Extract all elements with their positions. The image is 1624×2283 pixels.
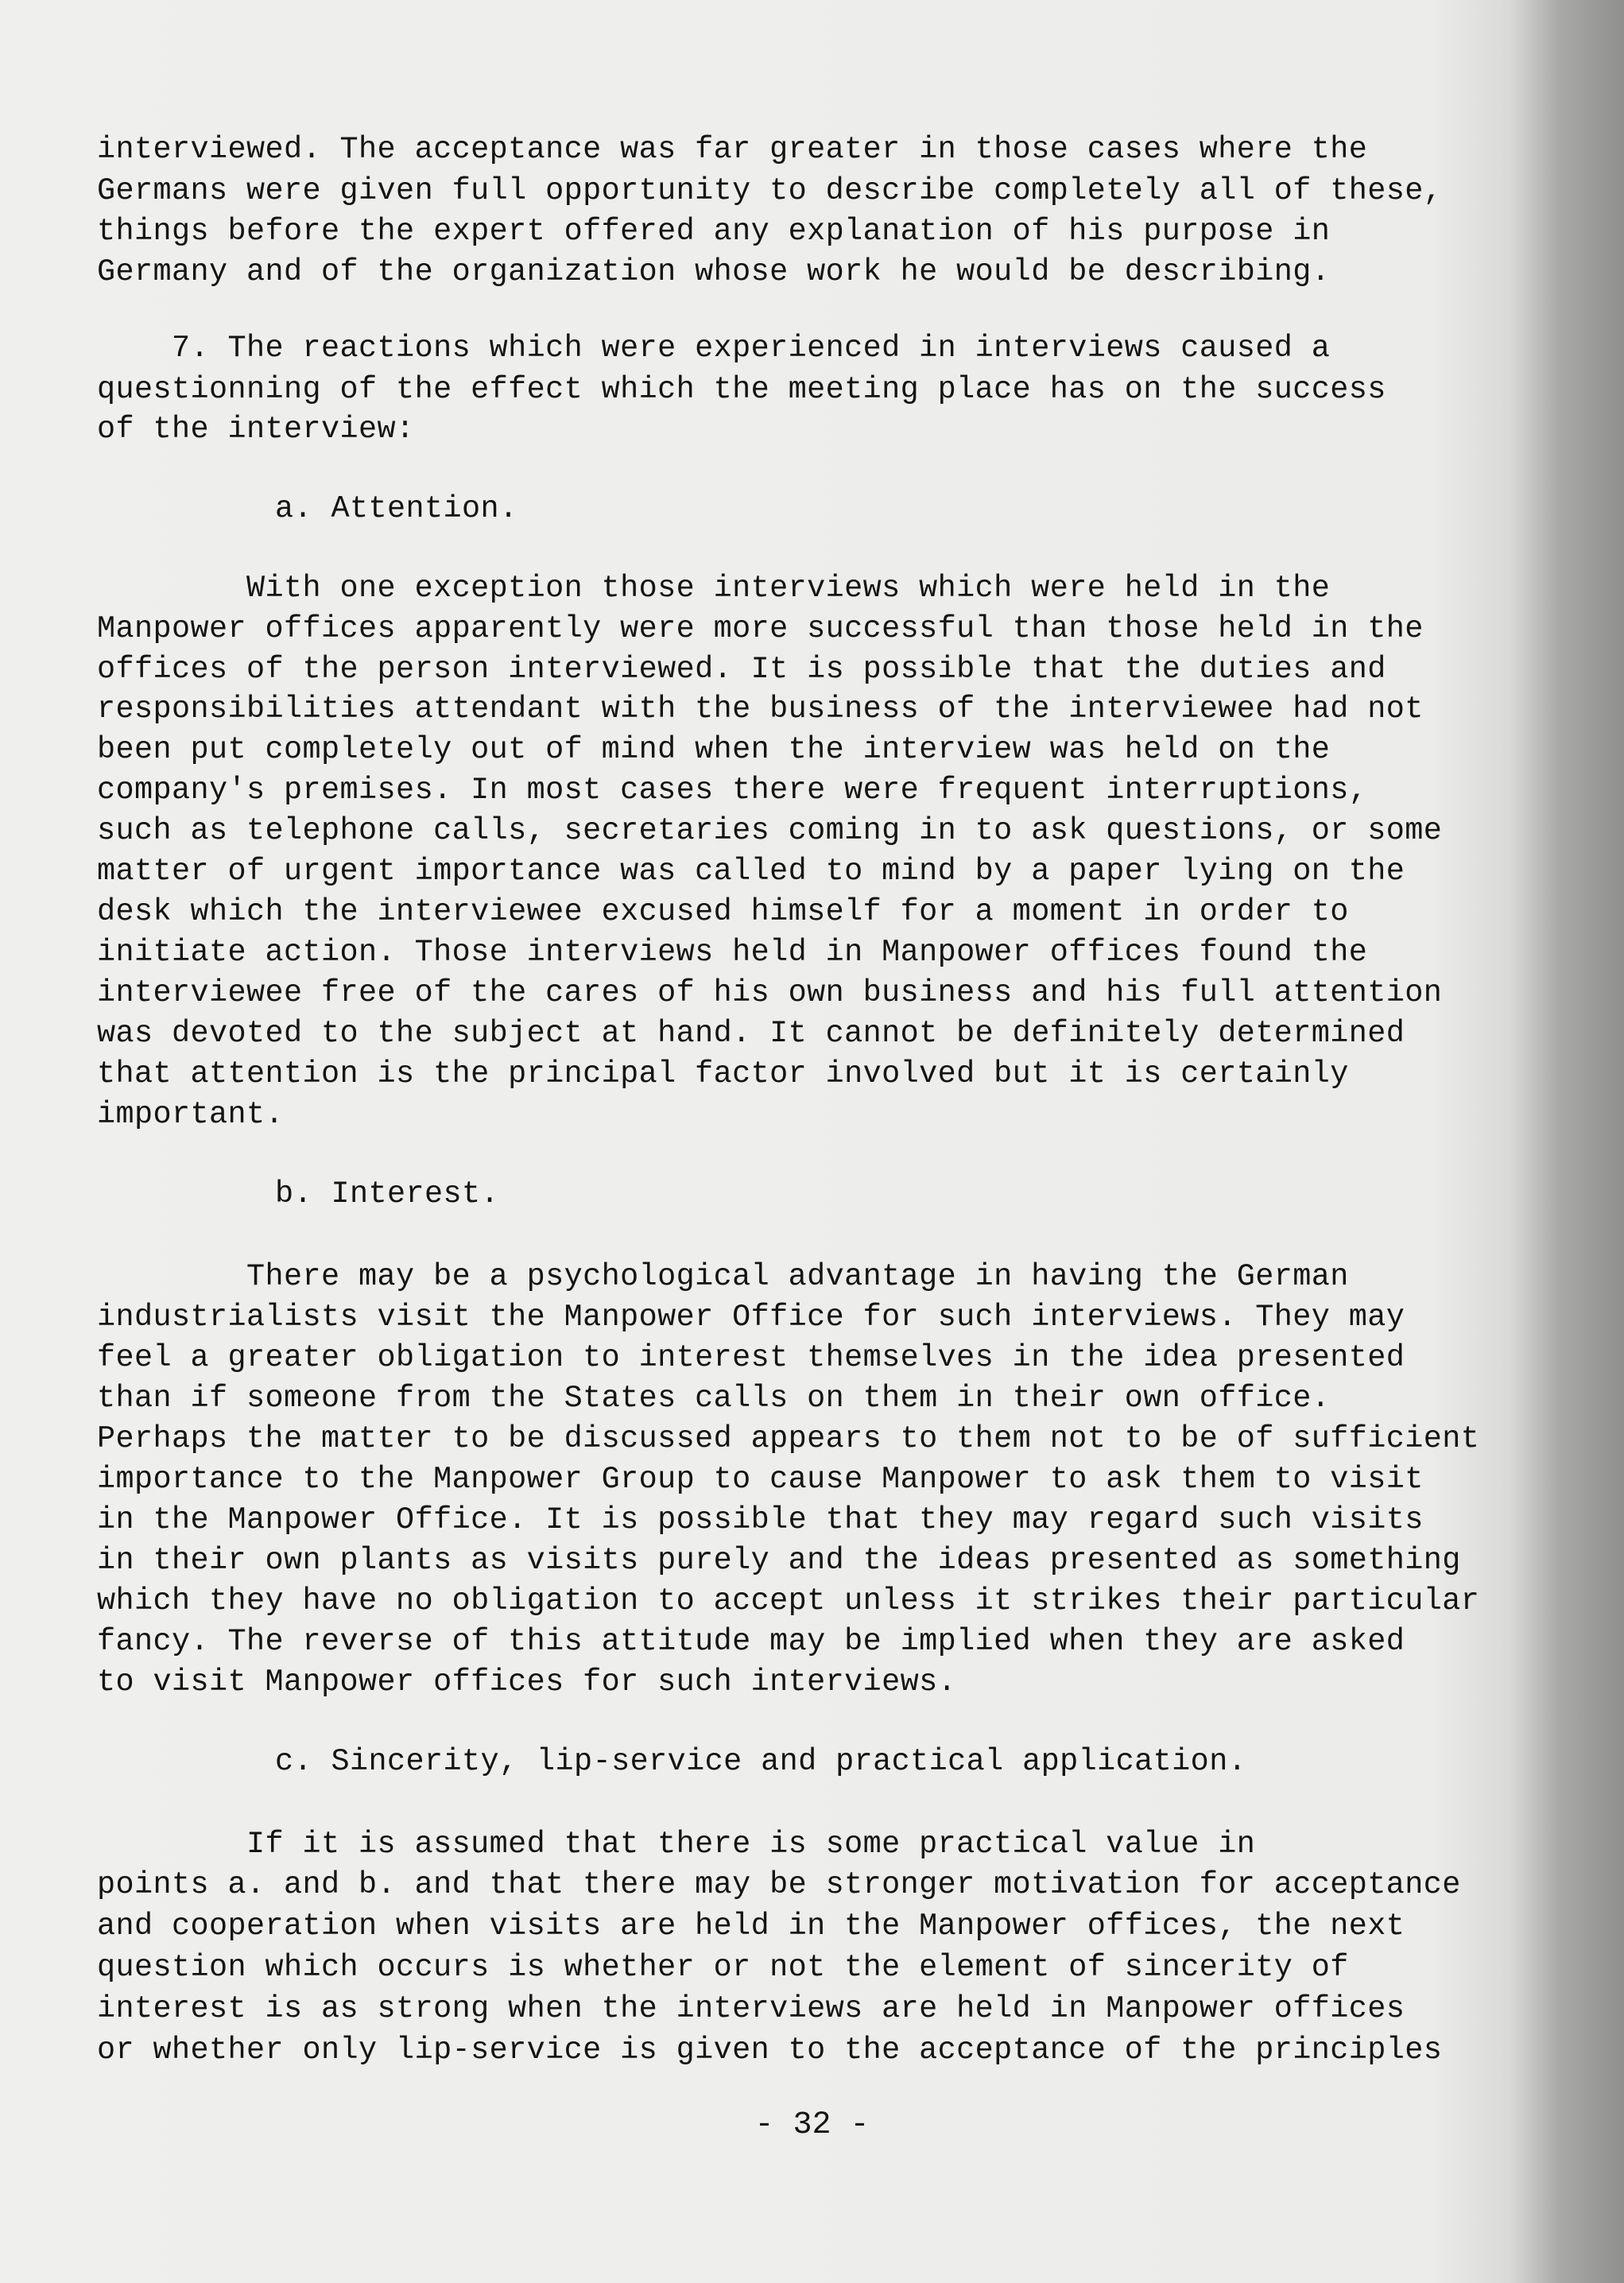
section-heading-a: a. Attention. bbox=[275, 491, 518, 526]
text-line: offices of the person interviewed. It is possible that the duties and bbox=[97, 652, 1386, 687]
text-line: in the Manpower Office. It is possible that they may regard such visits bbox=[97, 1502, 1424, 1537]
text-line: With one exception those interviews which were held in the bbox=[97, 571, 1331, 606]
text-line: which they have no obligation to accept unless it strikes their particular bbox=[97, 1583, 1480, 1618]
text-line: Germans were given full opportunity to describe completely all of these, bbox=[97, 173, 1443, 208]
text-line: responsibilities attendant with the business of the interviewee had not bbox=[97, 692, 1424, 727]
text-line: was devoted to the subject at hand. It cannot be definitely determined bbox=[97, 1016, 1405, 1051]
text-line: points a. and b. and that there may be stronger motivation for acceptance bbox=[97, 1867, 1461, 1902]
text-line: initiate action. Those interviews held in Manpower offices found the bbox=[97, 935, 1368, 970]
text-line: things before the expert offered any explanation of his purpose in bbox=[97, 214, 1331, 249]
text-line: Germany and of the organization whose work he would be describing. bbox=[97, 254, 1331, 289]
text-line: interest is as strong when the interviews are held in Manpower offices bbox=[97, 1991, 1405, 2026]
text-line: interviewed. The acceptance was far greater in those cases where the bbox=[97, 132, 1368, 167]
text-line: been put completely out of mind when the interview was held on the bbox=[97, 732, 1331, 767]
text-line: importance to the Manpower Group to cause Manpower to ask them to visit bbox=[97, 1462, 1424, 1497]
text-line: desk which the interviewee excused himself for a moment in order to bbox=[97, 894, 1349, 929]
page-number: - 32 - bbox=[754, 2107, 870, 2143]
text-line: of the interview: bbox=[97, 412, 415, 447]
text-line: If it is assumed that there is some practical value in bbox=[97, 1827, 1256, 1862]
text-line: Manpower offices apparently were more successful than those held in the bbox=[97, 611, 1424, 646]
text-line: Perhaps the matter to be discussed appears to them not to be of sufficient bbox=[97, 1421, 1480, 1456]
section-heading-b: b. Interest. bbox=[275, 1176, 500, 1211]
text-line: industrialists visit the Manpower Office for such interviews. They may bbox=[97, 1300, 1405, 1335]
text-line: company's premises. In most cases there were frequent interruptions, bbox=[97, 773, 1368, 808]
text-line: that attention is the principal factor involved but it is certainly bbox=[97, 1056, 1349, 1091]
text-line: question which occurs is whether or not the element of sincerity of bbox=[97, 1950, 1349, 1985]
section-heading-c: c. Sincerity, lip-service and practical application. bbox=[275, 1744, 1247, 1779]
text-line: feel a greater obligation to interest themselves in the idea presented bbox=[97, 1340, 1405, 1375]
text-line: important. bbox=[97, 1097, 285, 1132]
text-line: in their own plants as visits purely and the ideas presented as something bbox=[97, 1543, 1461, 1578]
text-line: to visit Manpower offices for such interviews. bbox=[97, 1665, 957, 1700]
text-line: and cooperation when visits are held in the Manpower offices, the next bbox=[97, 1909, 1405, 1944]
text-line: than if someone from the States calls on them in their own office. bbox=[97, 1381, 1331, 1416]
text-line: questionning of the effect which the meeting place has on the success bbox=[97, 372, 1386, 407]
text-line: interviewee free of the cares of his own business and his full attention bbox=[97, 975, 1443, 1010]
text-line: 7. The reactions which were experienced in interviews caused a bbox=[97, 331, 1331, 366]
text-line: or whether only lip-service is given to the acceptance of the principles bbox=[97, 2033, 1443, 2068]
text-line: fancy. The reverse of this attitude may be implied when they are asked bbox=[97, 1624, 1405, 1659]
text-line: There may be a psychological advantage in having the German bbox=[97, 1259, 1349, 1294]
text-line: such as telephone calls, secretaries coming in to ask questions, or some bbox=[97, 813, 1443, 848]
text-line: matter of urgent importance was called to mind by a paper lying on the bbox=[97, 854, 1405, 889]
